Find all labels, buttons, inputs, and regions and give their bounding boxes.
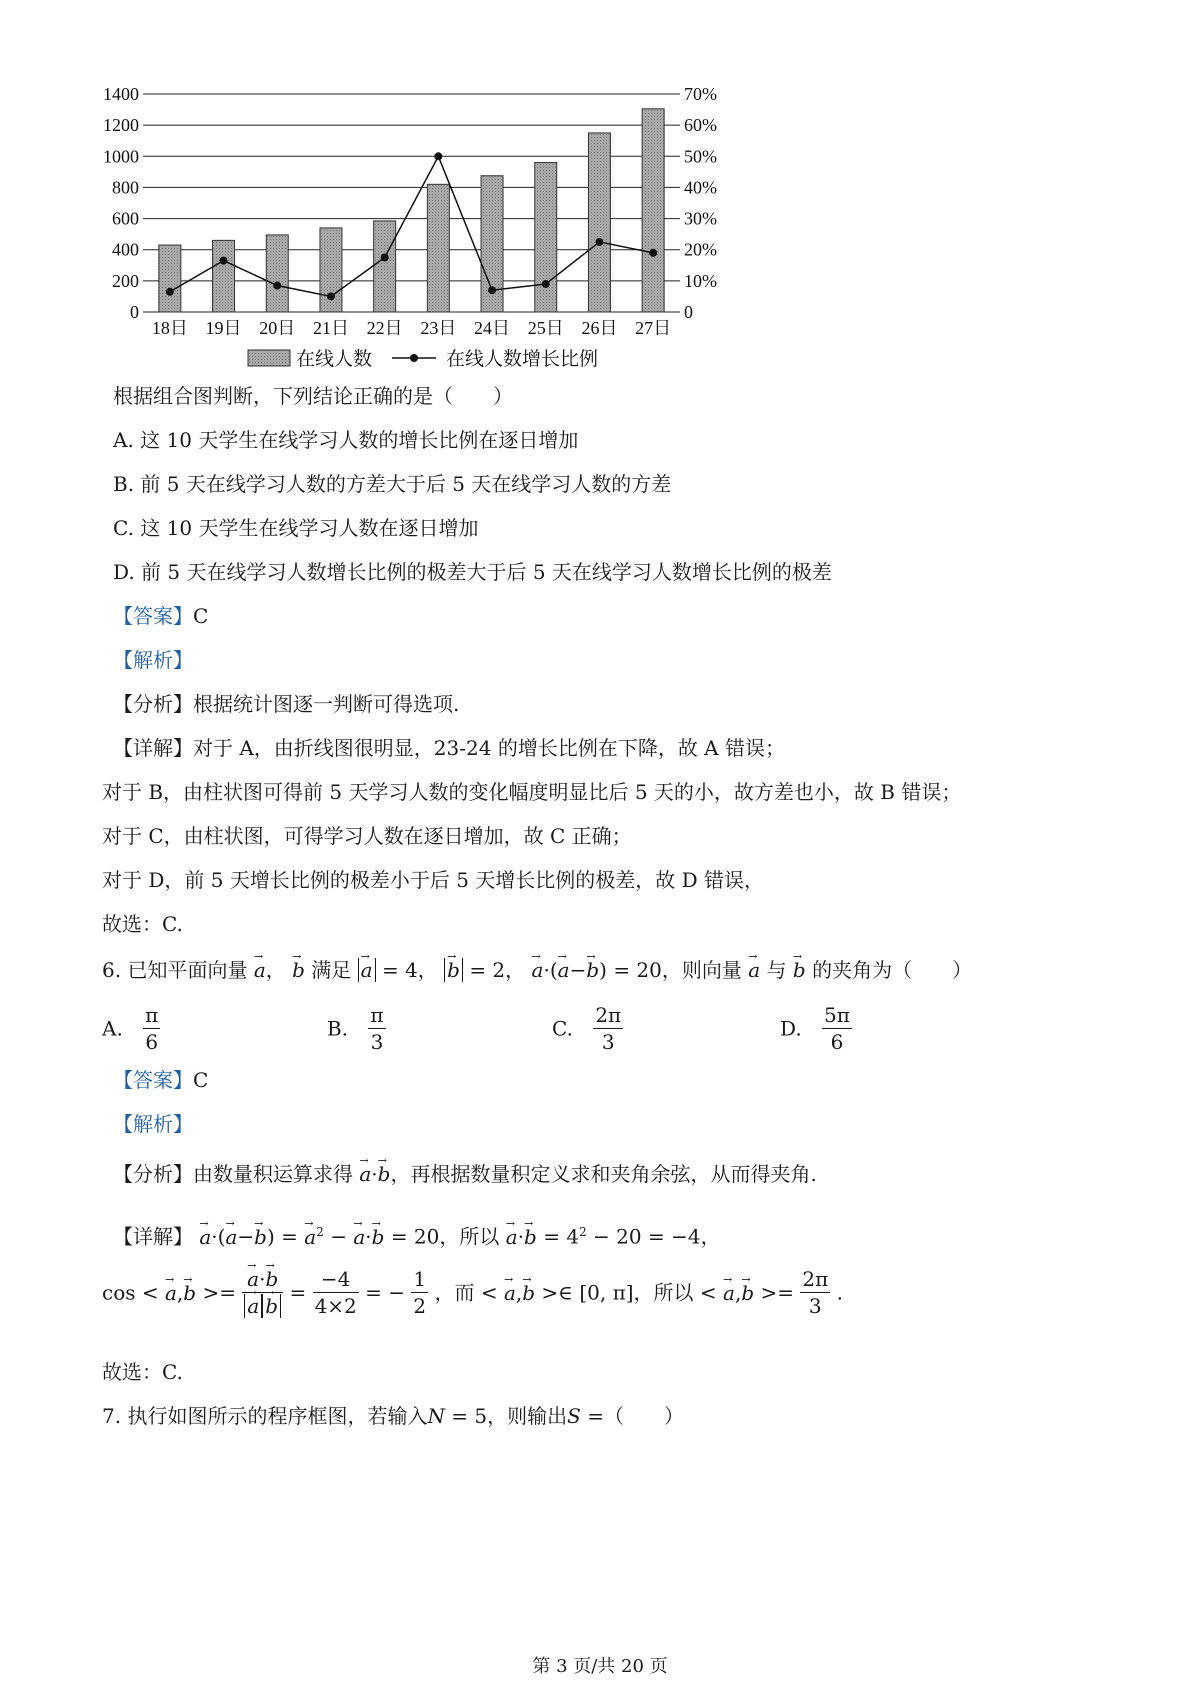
right-tick-label: 30% — [684, 208, 717, 229]
left-tick-label: 0 — [130, 302, 139, 322]
growth-point — [542, 280, 550, 288]
fenxi-text: 根据统计图逐一判断可得选项. — [193, 692, 460, 716]
q5-detail-c: 对于 C，由柱状图，可得学习人数在逐日增加，故 C 正确； — [102, 824, 632, 848]
bar — [588, 133, 610, 312]
q5-option-c: C. 这 10 天学生在线学习人数在逐日增加 — [113, 516, 479, 540]
left-tick-label: 1000 — [103, 146, 139, 167]
q6-options — [102, 1002, 1002, 1062]
growth-point — [273, 282, 281, 290]
q6-stem: 6. 已知平面向量 → a， → b 满足 → a = 4， → b = 2， → a·(→ a−→ b) = 20，则向量 → a 与 → b 的夹角为（ ） — [102, 956, 972, 984]
page-footer: 第 3 页/共 20 页 — [532, 1656, 668, 1677]
bar — [266, 235, 288, 312]
combo-chart — [90, 80, 750, 380]
x-tick-label: 21日 — [312, 318, 349, 338]
growth-point — [434, 152, 442, 160]
legend-bar-swatch — [248, 350, 290, 366]
q5-detail-d: 对于 D，前 5 天增长比例的极差小于后 5 天增长比例的极差，故 D 错误， — [102, 868, 765, 892]
q6-option-b: B. $\frac{\pi}{3}$ — [327, 1003, 384, 1054]
growth-point — [220, 257, 228, 265]
growth-point — [381, 254, 389, 262]
left-tick-label: 800 — [112, 177, 139, 198]
left-tick-label: 1400 — [103, 84, 139, 104]
q6-analysis-tag: 【解析】 — [113, 1112, 193, 1136]
left-tick-label: 1200 — [103, 115, 139, 136]
q5-detail-b: 对于 B，由柱状图可得前 5 天学习人数的变化幅度明显比后 5 天的小，故方差也小，故 B 错误； — [102, 780, 962, 804]
q5-conclusion: 故选：C. — [102, 912, 183, 936]
left-tick-label: 600 — [112, 208, 139, 229]
q5-detail-a: 【详解】对于 A，由折线图很明显，23-24 的增长比例在下降，故 A 错误； — [113, 736, 785, 760]
right-tick-label: 70% — [684, 84, 717, 104]
detail-tag: 【详解】 — [113, 736, 193, 760]
x-tick-label: 18日 — [151, 318, 188, 338]
bar — [374, 221, 396, 312]
x-tick-label: 27日 — [635, 318, 672, 338]
x-tick-label: 24日 — [474, 318, 511, 338]
q6-fenxi: 【分析】由数量积运算求得 → a·→ b，再根据数量积定义求和夹角余弦，从而得夹角. — [113, 1160, 817, 1188]
bar — [159, 245, 181, 312]
x-tick-label: 22日 — [366, 318, 403, 338]
growth-line — [170, 156, 653, 296]
x-tick-label: 26日 — [581, 318, 618, 338]
legend-line-marker — [410, 354, 418, 362]
answer-tag: 【答案】 — [113, 604, 193, 628]
q5-answer — [113, 602, 208, 630]
growth-point — [595, 238, 603, 246]
growth-point — [327, 292, 335, 300]
q5-option-d: D. 前 5 天在线学习人数增长比例的极差大于后 5 天在线学习人数增长比例的极差 — [113, 560, 832, 584]
x-tick-label: 19日 — [205, 318, 242, 338]
bar — [427, 184, 449, 312]
right-tick-label: 10% — [684, 270, 717, 291]
right-tick-label: 60% — [684, 115, 717, 136]
legend-line-label: 在线人数增长比例 — [446, 348, 599, 370]
growth-point — [166, 288, 174, 296]
q6-detail-1: 【详解】 → a·(→ a−→ b) = → $a^2$ − → a·→ b = 20，所以 → $a\cdot\to b = 4^2 - 20 = -4$， — [113, 1218, 721, 1251]
x-tick-label: 23日 — [420, 318, 457, 338]
q5-option-a: A. 这 10 天学生在线学习人数的增长比例在逐日增加 — [113, 428, 579, 452]
q6-detail-2: cos < → a,→ b >= → a·→ b → a→ b = $\frac{-4}{4\times 2}$ = − $\frac{1}{2}$ ，而 < → a,→ b >∈ [0, π]，所以 < → a,→ b >= $\frac{2\pi}{3}$ . — [102, 1266, 843, 1346]
right-tick-label: 20% — [684, 239, 717, 260]
left-tick-label: 400 — [112, 239, 139, 260]
q5-analysis-tag: 【解析】 — [113, 648, 193, 672]
left-tick-label: 200 — [112, 270, 139, 291]
fenxi-tag: 【分析】 — [113, 692, 193, 716]
x-tick-label: 25日 — [527, 318, 564, 338]
x-tick-label: 20日 — [259, 318, 296, 338]
bar — [535, 163, 557, 312]
q6-option-c: C. $\frac{2\pi}{3}$ — [552, 1003, 622, 1054]
q6-option-a: A. $\frac{\pi}{6}$ — [102, 1003, 159, 1054]
growth-point — [488, 286, 496, 294]
bar — [213, 240, 235, 312]
legend-bar-label: 在线人数 — [296, 348, 373, 370]
q5-fenxi — [113, 690, 459, 718]
bar — [642, 109, 664, 312]
right-tick-label: 50% — [684, 146, 717, 167]
q6-conclusion: 故选：C. — [102, 1360, 183, 1384]
q6-answer: 【答案】C — [113, 1068, 209, 1092]
cos-fraction: → a·→ b → a→ b — [242, 1266, 283, 1319]
answer-value: C — [193, 604, 209, 628]
q6-option-d: D. $\frac{5\pi}{6}$ — [780, 1003, 850, 1054]
q5-option-b: B. 前 5 天在线学习人数的方差大于后 5 天在线学习人数的方差 — [113, 472, 672, 496]
growth-point — [649, 249, 657, 257]
right-tick-label: 0 — [684, 302, 693, 322]
q7-stem: 7. 执行如图所示的程序框图，若输入N = 5，则输出S =（ ） — [102, 1404, 684, 1428]
right-tick-label: 40% — [684, 177, 717, 198]
q5-stem: 根据组合图判断，下列结论正确的是（ ） — [113, 384, 513, 408]
